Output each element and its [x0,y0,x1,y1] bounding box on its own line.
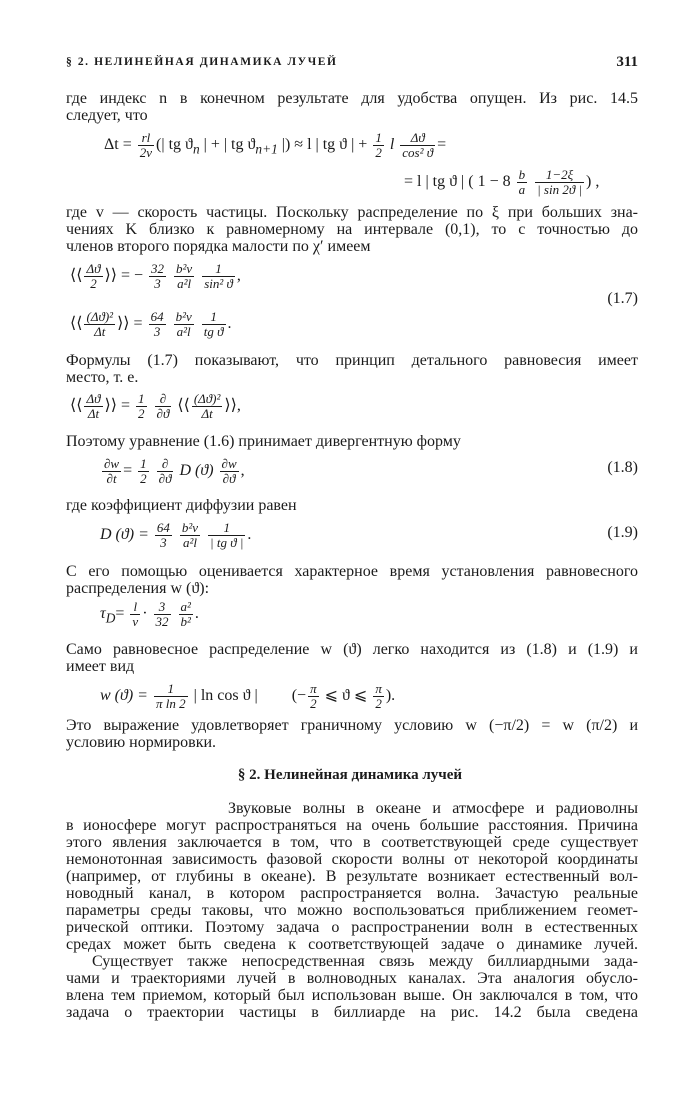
equation-number: (1.7) [607,290,638,307]
text-line: С его помощью оценивается характерное время установления равновесного [66,563,638,580]
text-line: где v — скорость частицы. Поскольку распределение по ξ при больших зна- [66,204,638,221]
equation-number: (1.8) [607,459,638,476]
paragraph-line: Существует также непосредственная связь между биллиардными зада- [92,953,638,970]
equation-delta-t: Δt = $\frac{rl}{2v}$ (| tg $ϑ_n$ | + | tg $ϑ_{n+1}$ |) ≈ l | tg ϑ | + $\frac{1}{2}$ l $\frac{\Delta ϑ}{\text{cos² ϑ}}$ = [104,130,447,160]
section-title: § 2. Нелинейная динамика лучей [237,767,463,783]
paragraph-line: в ионосфере могут распространяться на очень большие расстояния. Причина [66,817,638,834]
equation-1-8: $\frac{\partial w}{\partial t}$ = $\frac{1}{2}$ $\frac{\partial}{\partial ϑ}$ D (ϑ) $\frac{\partial w}{\partial ϑ}$ , [104,456,245,486]
paragraph-line: параметры среды таковы, что можно воспользоваться приближением геомет- [66,902,638,919]
text-line: чениях K близко к равномерному на интервале (0,1), то с точностью до [66,221,638,238]
paragraph-line: чами и траекториями лучей в волноводных каналах. Эта аналогия обусло- [66,970,638,987]
equation-delta-t-continued: = l | tg ϑ | ( 1 − 8 $\frac{b}{a}$ $\frac{1-2\xi}{| \sin 2ϑ |}$ ) , [404,167,600,197]
equation-1-9: D (ϑ) = $\frac{64}{3}$ $\frac{\text{b²v}}{\text{a²l}}$ $\frac{1}{\text{| tg ϑ |}}$ . [100,520,252,550]
running-header [66,54,638,76]
text-line: Поэтому уравнение (1.6) принимает дивергентную форму [66,433,461,450]
equation-1-7-mean: ⟨⟨ $\frac{\Delta ϑ}{2}$ ⟩⟩ = − $\frac{32}{3}$ $\frac{\text{b²v}}{\text{a²l}}$ $\frac{1}{\text{sin² ϑ}}$ , [70,261,241,291]
equation-number: (1.9) [607,524,638,541]
paragraph-line: новодный канал, в котором распространяется волна. Зачастую реальные [66,885,638,902]
text-line: распределения w (ϑ): [66,580,210,597]
paragraph-line: задача о траектории частицы в биллиарде на рис. 14.2 была сведена [66,1004,638,1021]
text-line: членов второго порядка малости по χ′ имеем [66,238,371,255]
paragraph-line: рической оптики. Поэтому задача о распространении волн в естественных [66,919,638,936]
equation-equilibrium-distribution: w (ϑ) = $\frac{1}{\text{π ln 2}}$ | ln cos ϑ | (− $\frac{\pi}{2}$ ⩽ ϑ ⩽ $\frac{\pi}{2}$ ). [100,681,396,711]
text-line: Это выражение удовлетворяет граничному условию w (−π/2) = w (π/2) и [66,717,638,734]
paragraph-line: влена тем приемом, который был использован выше. Он заключался в том, что [66,987,638,1004]
text-line: где индекс n в конечном результате для удобства опущен. Из рис. 14.5 [66,90,638,107]
text-line: Формулы (1.7) показывают, что принцип детального равновесия имеет [66,352,638,369]
text-line: условию нормировки. [66,734,217,751]
equation-detailed-balance: ⟨⟨ $\frac{\Delta ϑ}{\Delta t}$ ⟩⟩ = $\frac{1}{2}$ $\frac{\partial}{\partial ϑ}$ ⟨⟨ $\frac{\text{(Δϑ)²}}{\Delta t}$ ⟩⟩, [70,391,241,421]
equation-tau-d: $\tau_D=$ $\frac{l}{v}$ · $\frac{3}{32}$ $\frac{\text{a²}}{\text{b²}}$ . [100,599,199,629]
text-line: имеет вид [66,658,135,675]
page-number: 311 [616,54,638,70]
text-line: где коэффициент диффузии равен [66,497,297,514]
text-line: Само равновесное распределение w (ϑ) легко находится из (1.8) и (1.9) и [66,641,638,658]
paragraph-line: (например, от глубины в океане). В результате возникает естественный вол- [66,868,638,885]
paragraph-line: этого явления заключается в том, что в соответствующей среде существует [66,834,638,851]
running-header-title: § 2. НЕЛИНЕЙНАЯ ДИНАМИКА ЛУЧЕЙ [66,56,338,68]
paragraph-line: Звуковые волны в океане и атмосфере и радиоволны [228,800,638,817]
paragraph-line: немонотонная зависимость фазовой скорости волны от некоторой координаты [66,851,638,868]
paragraph-line: средах может быть сведена к соответствующей задаче о динамике лучей. [66,936,638,953]
equation-1-7-variance: ⟨⟨ $\frac{\text{(Δϑ)²}}{\Delta t}$ ⟩⟩ = $\frac{64}{3}$ $\frac{\text{b²v}}{\text{a²l}}$ $\frac{1}{\text{tg ϑ}}$ . [70,309,232,339]
text-line: следует, что [66,107,148,124]
text-line: место, т. е. [66,369,139,386]
